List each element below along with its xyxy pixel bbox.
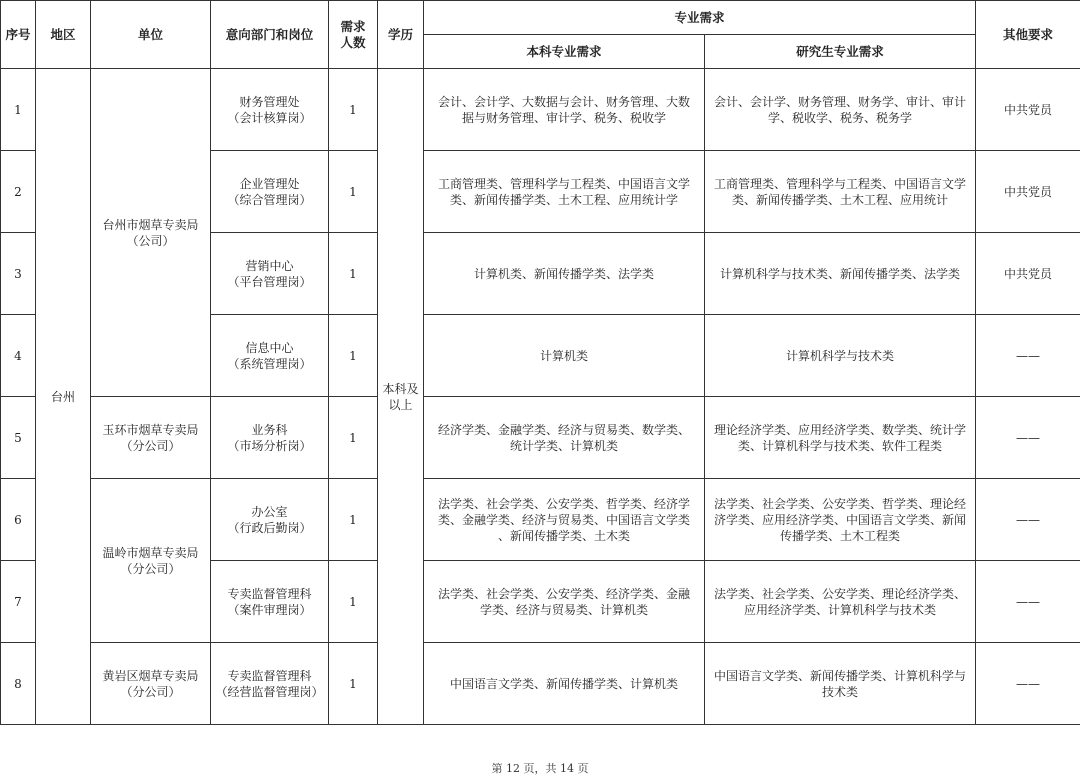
unit-line: （分公司） <box>93 561 208 577</box>
header-count-line2: 人数 <box>331 35 375 51</box>
table-row <box>1 479 1080 561</box>
other-cell: 中共党员 <box>976 233 1080 315</box>
unit-cell <box>91 479 211 643</box>
dept-name: 办公室 <box>213 504 326 520</box>
undergrad-cell <box>424 151 705 233</box>
grad-line: 类、计算机科学与技术类、软件工程类 <box>707 438 973 454</box>
undergrad-cell <box>424 233 705 315</box>
undergrad-line: 法学类、社会学类、公安学类、经济学类、金融 <box>426 586 702 602</box>
unit-cell <box>91 397 211 479</box>
header-unit: 单位 <box>91 1 211 69</box>
undergrad-line: 法学类、社会学类、公安学类、哲学类、经济学 <box>426 496 702 512</box>
count-cell: 1 <box>329 561 378 643</box>
grad-cell <box>705 561 976 643</box>
dept-cell <box>211 479 329 561</box>
undergrad-line: 类、新闻传播学类、土木工程、应用统计学 <box>426 192 702 208</box>
dept-cell <box>211 397 329 479</box>
grad-line: 法学类、社会学类、公安学类、理论经济学类、 <box>707 586 973 602</box>
education-cell <box>378 69 424 725</box>
table-row <box>1 397 1080 479</box>
seq-cell: 6 <box>1 479 36 561</box>
grad-cell <box>705 151 976 233</box>
grad-line: 计算机科学与技术类、新闻传播学类、法学类 <box>707 266 973 282</box>
dept-name: 营销中心 <box>213 258 326 274</box>
header-undergrad: 本科专业需求 <box>424 35 705 69</box>
grad-line: 应用经济学类、计算机科学与技术类 <box>707 602 973 618</box>
dept-cell <box>211 233 329 315</box>
grad-cell <box>705 643 976 725</box>
dept-cell <box>211 69 329 151</box>
seq-cell: 7 <box>1 561 36 643</box>
seq-cell: 1 <box>1 69 36 151</box>
dept-cell <box>211 561 329 643</box>
post-name: （平台管理岗） <box>213 274 326 290</box>
other-cell: —— <box>976 561 1080 643</box>
header-major: 专业需求 <box>424 1 976 35</box>
grad-cell <box>705 315 976 397</box>
dept-name: 信息中心 <box>213 340 326 356</box>
dept-name: 企业管理处 <box>213 176 326 192</box>
undergrad-cell <box>424 315 705 397</box>
post-name: （案件审理岗） <box>213 602 326 618</box>
undergrad-line: 中国语言文学类、新闻传播学类、计算机类 <box>426 676 702 692</box>
header-grad: 研究生专业需求 <box>705 35 976 69</box>
grad-line: 传播学类、土木工程类 <box>707 528 973 544</box>
other-cell: —— <box>976 397 1080 479</box>
post-name: （系统管理岗） <box>213 356 326 372</box>
unit-line: （分公司） <box>93 438 208 454</box>
other-cell: 中共党员 <box>976 69 1080 151</box>
other-cell: 中共党员 <box>976 151 1080 233</box>
other-cell: —— <box>976 479 1080 561</box>
unit-line: （分公司） <box>93 684 208 700</box>
dept-name: 业务科 <box>213 422 326 438</box>
header-region: 地区 <box>36 1 91 69</box>
header-count <box>329 1 378 69</box>
seq-cell: 2 <box>1 151 36 233</box>
table-row <box>1 69 1080 151</box>
seq-cell: 5 <box>1 397 36 479</box>
unit-cell <box>91 643 211 725</box>
undergrad-cell <box>424 479 705 561</box>
dept-cell <box>211 643 329 725</box>
header-edu: 学历 <box>378 1 424 69</box>
undergrad-line: 经济学类、金融学类、经济与贸易类、数学类、 <box>426 422 702 438</box>
undergrad-cell <box>424 397 705 479</box>
undergrad-line: 计算机类、新闻传播学类、法学类 <box>426 266 702 282</box>
unit-line: 黄岩区烟草专卖局 <box>93 668 208 684</box>
grad-line: 济学类、应用经济学类、中国语言文学类、新闻 <box>707 512 973 528</box>
undergrad-line: 工商管理类、管理科学与工程类、中国语言文学 <box>426 176 702 192</box>
grad-line: 学、税收学、税务、税务学 <box>707 110 973 126</box>
unit-line: 台州市烟草专卖局 <box>93 217 208 233</box>
undergrad-line: 会计、会计学、大数据与会计、财务管理、大数 <box>426 94 702 110</box>
unit-line: （公司） <box>93 233 208 249</box>
undergrad-line: 据与财务管理、审计学、税务、税收学 <box>426 110 702 126</box>
header-seq: 序号 <box>1 1 36 69</box>
count-cell: 1 <box>329 151 378 233</box>
table-body <box>1 69 1080 725</box>
undergrad-cell <box>424 561 705 643</box>
region-cell: 台州 <box>36 69 91 725</box>
grad-line: 工商管理类、管理科学与工程类、中国语言文学 <box>707 176 973 192</box>
post-name: （综合管理岗） <box>213 192 326 208</box>
grad-line: 会计、会计学、财务管理、财务学、审计、审计 <box>707 94 973 110</box>
dept-cell <box>211 315 329 397</box>
education-line: 本科及 <box>380 381 421 397</box>
count-cell: 1 <box>329 479 378 561</box>
dept-name: 专卖监督管理科 <box>213 586 326 602</box>
dept-name: 专卖监督管理科 <box>213 668 326 684</box>
undergrad-line: 计算机类 <box>426 348 702 364</box>
count-cell: 1 <box>329 233 378 315</box>
seq-cell: 3 <box>1 233 36 315</box>
undergrad-line: 、新闻传播学类、土木类 <box>426 528 702 544</box>
undergrad-cell <box>424 69 705 151</box>
count-cell: 1 <box>329 69 378 151</box>
seq-cell: 8 <box>1 643 36 725</box>
grad-line: 计算机科学与技术类 <box>707 348 973 364</box>
undergrad-line: 类、金融学类、经济与贸易类、中国语言文学类 <box>426 512 702 528</box>
grad-cell <box>705 233 976 315</box>
unit-cell <box>91 69 211 397</box>
dept-name: 财务管理处 <box>213 94 326 110</box>
post-name: （行政后勤岗） <box>213 520 326 536</box>
count-cell: 1 <box>329 643 378 725</box>
count-cell: 1 <box>329 397 378 479</box>
header-other: 其他要求 <box>976 1 1080 69</box>
header-count-line1: 需求 <box>331 19 375 35</box>
grad-cell <box>705 397 976 479</box>
grad-cell <box>705 69 976 151</box>
grad-line: 法学类、社会学类、公安学类、哲学类、理论经 <box>707 496 973 512</box>
other-cell: —— <box>976 643 1080 725</box>
seq-cell: 4 <box>1 315 36 397</box>
unit-line: 玉环市烟草专卖局 <box>93 422 208 438</box>
count-cell: 1 <box>329 315 378 397</box>
header-dept: 意向部门和岗位 <box>211 1 329 69</box>
table-row <box>1 643 1080 725</box>
undergrad-cell <box>424 643 705 725</box>
grad-line: 理论经济学类、应用经济学类、数学类、统计学 <box>707 422 973 438</box>
grad-cell <box>705 479 976 561</box>
undergrad-line: 学类、经济与贸易类、计算机类 <box>426 602 702 618</box>
education-line: 以上 <box>380 397 421 413</box>
undergrad-line: 统计学类、计算机类 <box>426 438 702 454</box>
post-name: （会计核算岗） <box>213 110 326 126</box>
post-name: （经营监督管理岗） <box>213 684 326 700</box>
grad-line: 中国语言文学类、新闻传播学类、计算机科学与 <box>707 668 973 684</box>
page-footer: 第 12 页，共 14 页 <box>0 760 1080 776</box>
grad-line: 类、新闻传播学类、土木工程、应用统计 <box>707 192 973 208</box>
unit-line: 温岭市烟草专卖局 <box>93 545 208 561</box>
other-cell: —— <box>976 315 1080 397</box>
post-name: （市场分析岗） <box>213 438 326 454</box>
grad-line: 技术类 <box>707 684 973 700</box>
dept-cell <box>211 151 329 233</box>
